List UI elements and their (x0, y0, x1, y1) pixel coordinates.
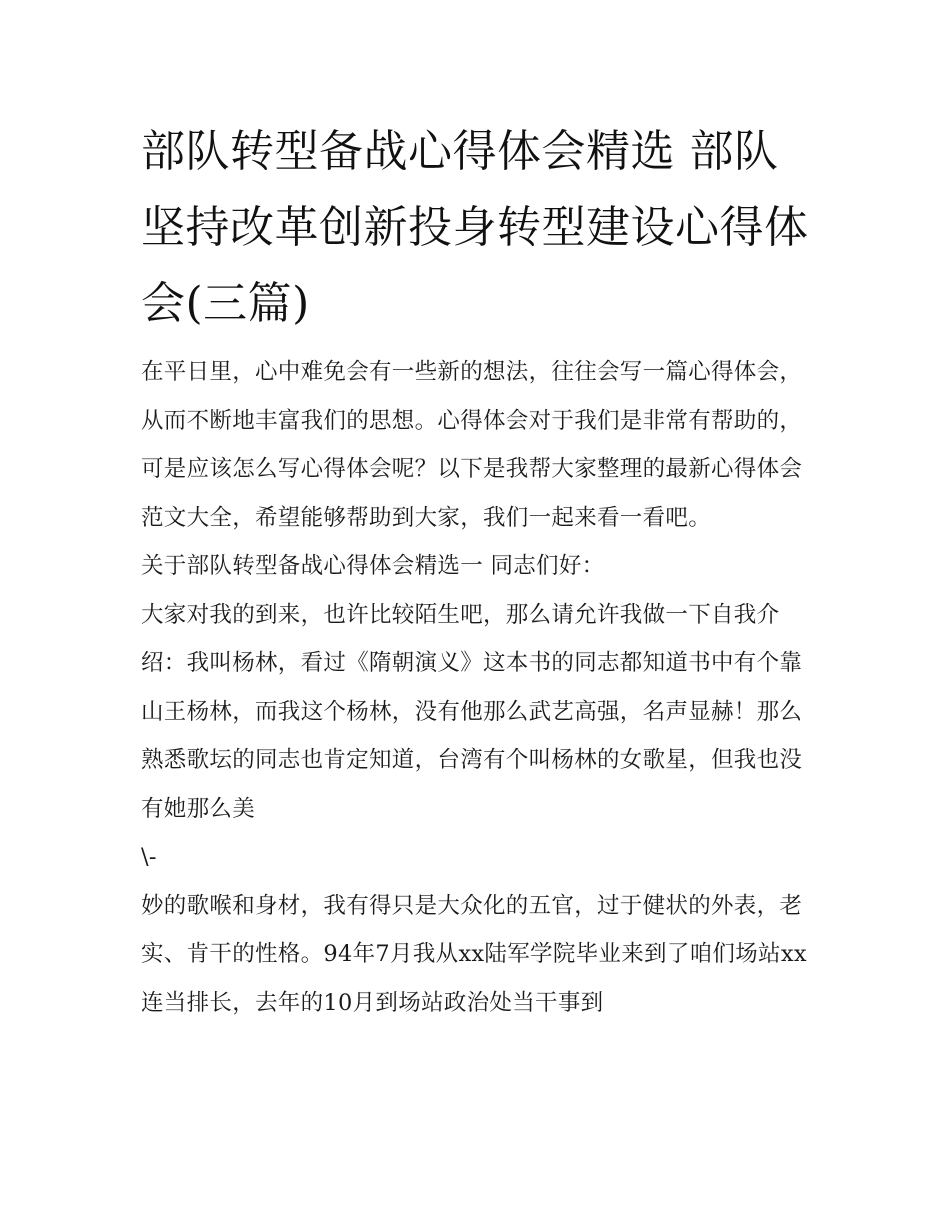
document-body (141, 114, 813, 1027)
page-break-marker: \- (141, 844, 157, 870)
body-paragraph: 妙的歌喉和身材，我有得只是大众化的五官，过于健状的外表，老实、肯干的性格。94年7月我从xx陆军学院毕业来到了咱们场站xx连当排长，去年的10月到场站政治处当干事到 (141, 892, 807, 1016)
document-title: 部队转型备战心得体会精选 部队坚持改革创新投身转型建设心得体会(三篇) (141, 126, 809, 329)
intro-paragraph: 在平日里，心中难免会有一些新的想法，往往会写一篇心得体会，从而不断地丰富我们的思想。心得体会对于我们是非常有帮助的，可是应该怎么写心得体会呢？以下是我帮大家整理的最新心得体会范文大全，希望能够帮助到大家，我们一起来看一看吧。 (141, 359, 803, 531)
section-heading-paragraph: 关于部队转型备战心得体会精选一 同志们好： (141, 553, 605, 579)
body-paragraph: 大家对我的到来，也许比较陌生吧，那么请允许我做一下自我介绍：我叫杨林，看过《隋朝演义》这本书的同志都知道书中有个靠山王杨林，而我这个杨林，没有他那么武艺高强，名声显赫！那么熟悉歌坛的同志也肯定知道，台湾有个叫杨林的女歌星，但我也没有她那么美 (141, 601, 803, 822)
